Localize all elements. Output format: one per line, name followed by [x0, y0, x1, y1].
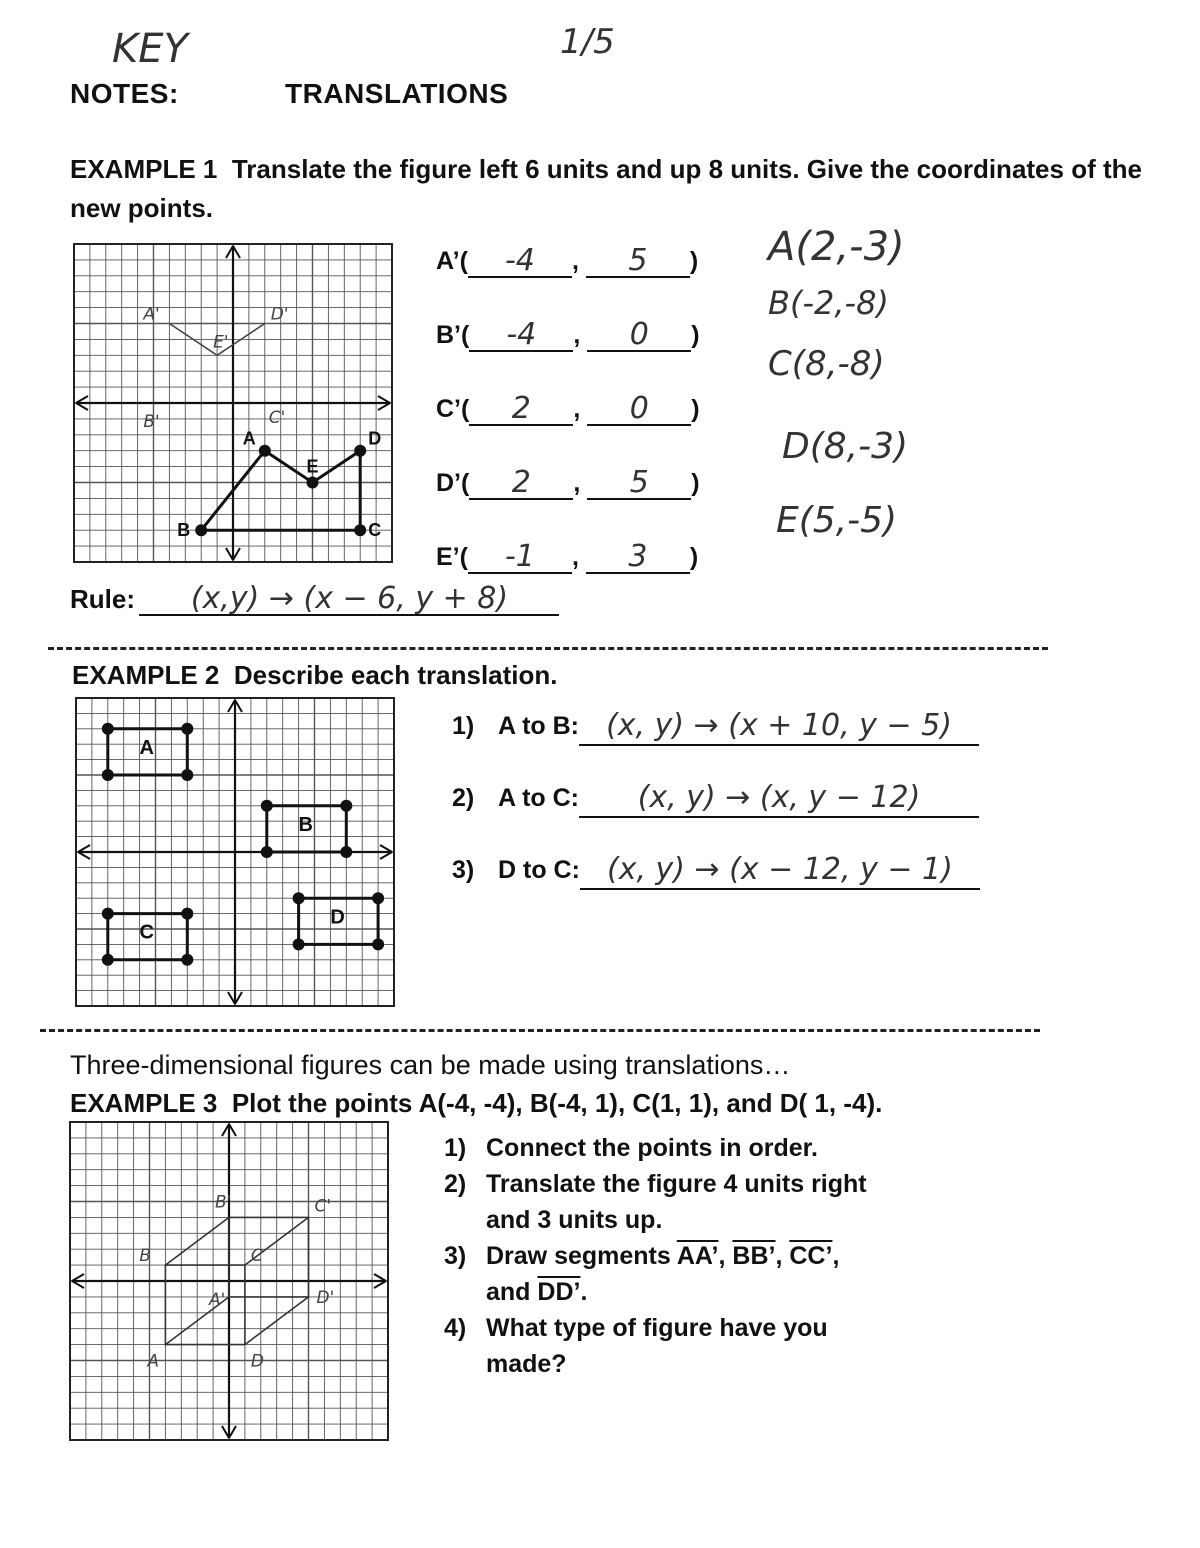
- vertex-label-c: C: [368, 520, 382, 541]
- vertex-dot: [102, 954, 114, 966]
- step-4-cont: [444, 1346, 1004, 1382]
- rectangle-b-label: B: [298, 813, 314, 836]
- original-point: A(2,-3): [768, 224, 905, 270]
- vertex-dot: [261, 846, 273, 858]
- vertex-label-a: A: [242, 428, 256, 449]
- vertex-label-e: E: [306, 456, 319, 477]
- point-label: E’(: [436, 543, 468, 571]
- step-4: [444, 1310, 1004, 1346]
- step-3: [444, 1238, 1004, 1274]
- comma: ,: [571, 247, 586, 275]
- vertex-dot: [259, 445, 271, 457]
- item-number: 2): [452, 784, 475, 812]
- step-text: Translate the figure 4 units right: [486, 1170, 867, 1198]
- vertex-dot: [102, 908, 114, 920]
- handwritten-key: KEY: [112, 26, 188, 72]
- example2-title: EXAMPLE 2: [72, 660, 220, 690]
- example3-steps: [444, 1130, 1004, 1382]
- x-answer: 2: [469, 468, 573, 500]
- vertex-dot: [195, 524, 207, 536]
- rule-answer: (x,y) → (x − 6, y + 8): [139, 584, 559, 616]
- close-paren: ): [691, 321, 700, 349]
- item-label: A to B:: [498, 712, 579, 740]
- rectangle-d-label: D: [330, 906, 345, 929]
- comma: ,: [573, 469, 588, 497]
- vertex-dot: [261, 800, 273, 812]
- point-label: D’(: [436, 469, 470, 497]
- image-label-b: B': [143, 412, 160, 432]
- vertex-label-d: D: [250, 1351, 264, 1372]
- comma: ,: [573, 395, 588, 423]
- vertex-dot: [354, 524, 366, 536]
- step-2-cont: [444, 1202, 1004, 1238]
- rule-row: [70, 581, 559, 616]
- segment-label: DD’: [537, 1278, 581, 1306]
- item-answer: (x, y) → (x − 12, y − 1): [580, 852, 980, 890]
- image-label-a: A': [143, 304, 160, 325]
- image-label-e: E': [213, 332, 229, 353]
- y-answer: 0: [587, 320, 691, 352]
- original-point: E(5,-5): [776, 500, 898, 541]
- original-point: B(-2,-8): [768, 284, 889, 322]
- vertex-dot: [293, 892, 305, 904]
- image-label-c: C': [268, 408, 286, 428]
- image-label-d: D': [316, 1287, 335, 1308]
- image-label-b: B': [215, 1192, 232, 1213]
- example1-answers: [436, 243, 700, 616]
- example3-intro: Three-dimensional figures can be made using translations…: [70, 1050, 791, 1080]
- example3-graph: [70, 1122, 388, 1440]
- example1-text: Translate the figure left 6 units and up 8 units. Give the coordinates of the new points.: [70, 154, 1142, 223]
- segment-label: BB’: [732, 1242, 776, 1270]
- step-number: 1): [444, 1134, 467, 1162]
- image-label-c: C': [314, 1196, 332, 1217]
- step-text: Connect the points in order.: [486, 1134, 818, 1162]
- close-paren: ): [689, 543, 699, 571]
- example2-text: Describe each translation.: [233, 660, 558, 690]
- section-divider: [48, 647, 1048, 650]
- step-1: [444, 1130, 1004, 1166]
- step-text: Draw segments: [486, 1242, 677, 1270]
- item-answer: (x, y) → (x + 10, y − 5): [579, 708, 979, 746]
- answer-row: [436, 391, 700, 468]
- example3-text: Plot the points A(-4, -4), B(-4, 1), C(1, 1), and D( 1, -4).: [231, 1088, 883, 1118]
- segment-label: CC’: [789, 1242, 833, 1270]
- item-number: 1): [452, 712, 475, 740]
- original-points-list: [768, 224, 908, 560]
- step-number: 2): [444, 1170, 467, 1198]
- item-number: 3): [452, 856, 475, 884]
- image-label-d: D': [270, 304, 289, 325]
- y-answer: 0: [587, 394, 691, 426]
- vertex-dot: [340, 846, 352, 858]
- point-label: C’(: [436, 395, 470, 423]
- notes-label: NOTES:: [70, 78, 179, 109]
- vertex-label-a: A: [147, 1351, 160, 1372]
- point-label: B’(: [436, 321, 470, 349]
- page-title: TRANSLATIONS: [285, 78, 509, 109]
- comma: ,: [573, 321, 588, 349]
- close-paren: ): [691, 469, 700, 497]
- step-text: What type of figure have you: [486, 1314, 828, 1342]
- example1-instruction: [70, 152, 1150, 230]
- x-answer: -1: [468, 542, 572, 574]
- item-label: D to C:: [498, 856, 580, 884]
- step-text: made?: [486, 1350, 567, 1378]
- close-paren: ): [691, 395, 700, 423]
- rectangle-c-label: C: [139, 921, 155, 944]
- example1-graph: [74, 244, 392, 562]
- vertex-label-b: B: [139, 1246, 152, 1267]
- rule-label: Rule:: [70, 584, 135, 614]
- answer-row: [436, 317, 700, 394]
- answer-row: [436, 465, 700, 542]
- step-text: .: [580, 1278, 588, 1306]
- x-answer: 2: [469, 394, 573, 426]
- vertex-dot: [102, 769, 114, 781]
- separator: ,: [832, 1242, 840, 1270]
- y-answer: 5: [586, 246, 690, 278]
- example1-title: EXAMPLE 1: [70, 154, 218, 184]
- step-text: and 3 units up.: [486, 1206, 663, 1234]
- example3-instruction: [70, 1088, 882, 1119]
- translation-list: [452, 708, 980, 924]
- x-answer: -4: [468, 246, 572, 278]
- step-number: 4): [444, 1314, 467, 1342]
- original-point: D(8,-3): [782, 426, 909, 467]
- step-2: [444, 1166, 1004, 1202]
- segment-label: AA’: [676, 1242, 719, 1270]
- y-answer: 3: [586, 542, 690, 574]
- x-answer: -4: [469, 320, 573, 352]
- section-divider: [40, 1029, 1040, 1032]
- example2-instruction: [72, 660, 558, 691]
- example2-answers: [452, 708, 980, 924]
- vertex-label-d: D: [368, 428, 382, 449]
- handwritten-fraction: 1/5: [560, 22, 615, 62]
- vertex-dot: [293, 938, 305, 950]
- answer-list: [436, 243, 700, 616]
- example2-graph: [76, 698, 394, 1006]
- answer-row: [436, 243, 700, 320]
- vertex-dot: [340, 800, 352, 812]
- separator: ,: [775, 1242, 790, 1270]
- square-original: [165, 1265, 245, 1345]
- vertex-dot: [181, 954, 193, 966]
- original-point: C(8,-8): [768, 344, 885, 384]
- step-number: 3): [444, 1242, 467, 1270]
- vertex-dot: [181, 769, 193, 781]
- vertex-dot: [372, 938, 384, 950]
- item-label: A to C:: [498, 784, 579, 812]
- example3-title: EXAMPLE 3: [70, 1088, 218, 1118]
- step-text: and: [486, 1278, 538, 1306]
- step-3-cont: [444, 1274, 1004, 1310]
- translation-row: [452, 708, 980, 780]
- separator: ,: [718, 1242, 733, 1270]
- comma: ,: [571, 543, 586, 571]
- translation-row: [452, 780, 980, 852]
- image-label-a: A': [209, 1289, 226, 1310]
- vertex-dot: [354, 445, 366, 457]
- y-answer: 5: [587, 468, 691, 500]
- close-paren: ): [689, 247, 699, 275]
- vertex-dot: [307, 477, 319, 489]
- vertex-dot: [181, 723, 193, 735]
- square-translated: [229, 1217, 309, 1297]
- vertex-label-c: C: [250, 1246, 263, 1267]
- vertex-dot: [102, 723, 114, 735]
- item-answer: (x, y) → (x, y − 12): [579, 780, 979, 818]
- vertex-dot: [181, 908, 193, 920]
- vertex-label-b: B: [177, 520, 191, 541]
- vertex-dot: [372, 892, 384, 904]
- translation-row: [452, 852, 980, 924]
- rectangle-a-label: A: [139, 736, 155, 759]
- point-label: A’(: [436, 247, 468, 275]
